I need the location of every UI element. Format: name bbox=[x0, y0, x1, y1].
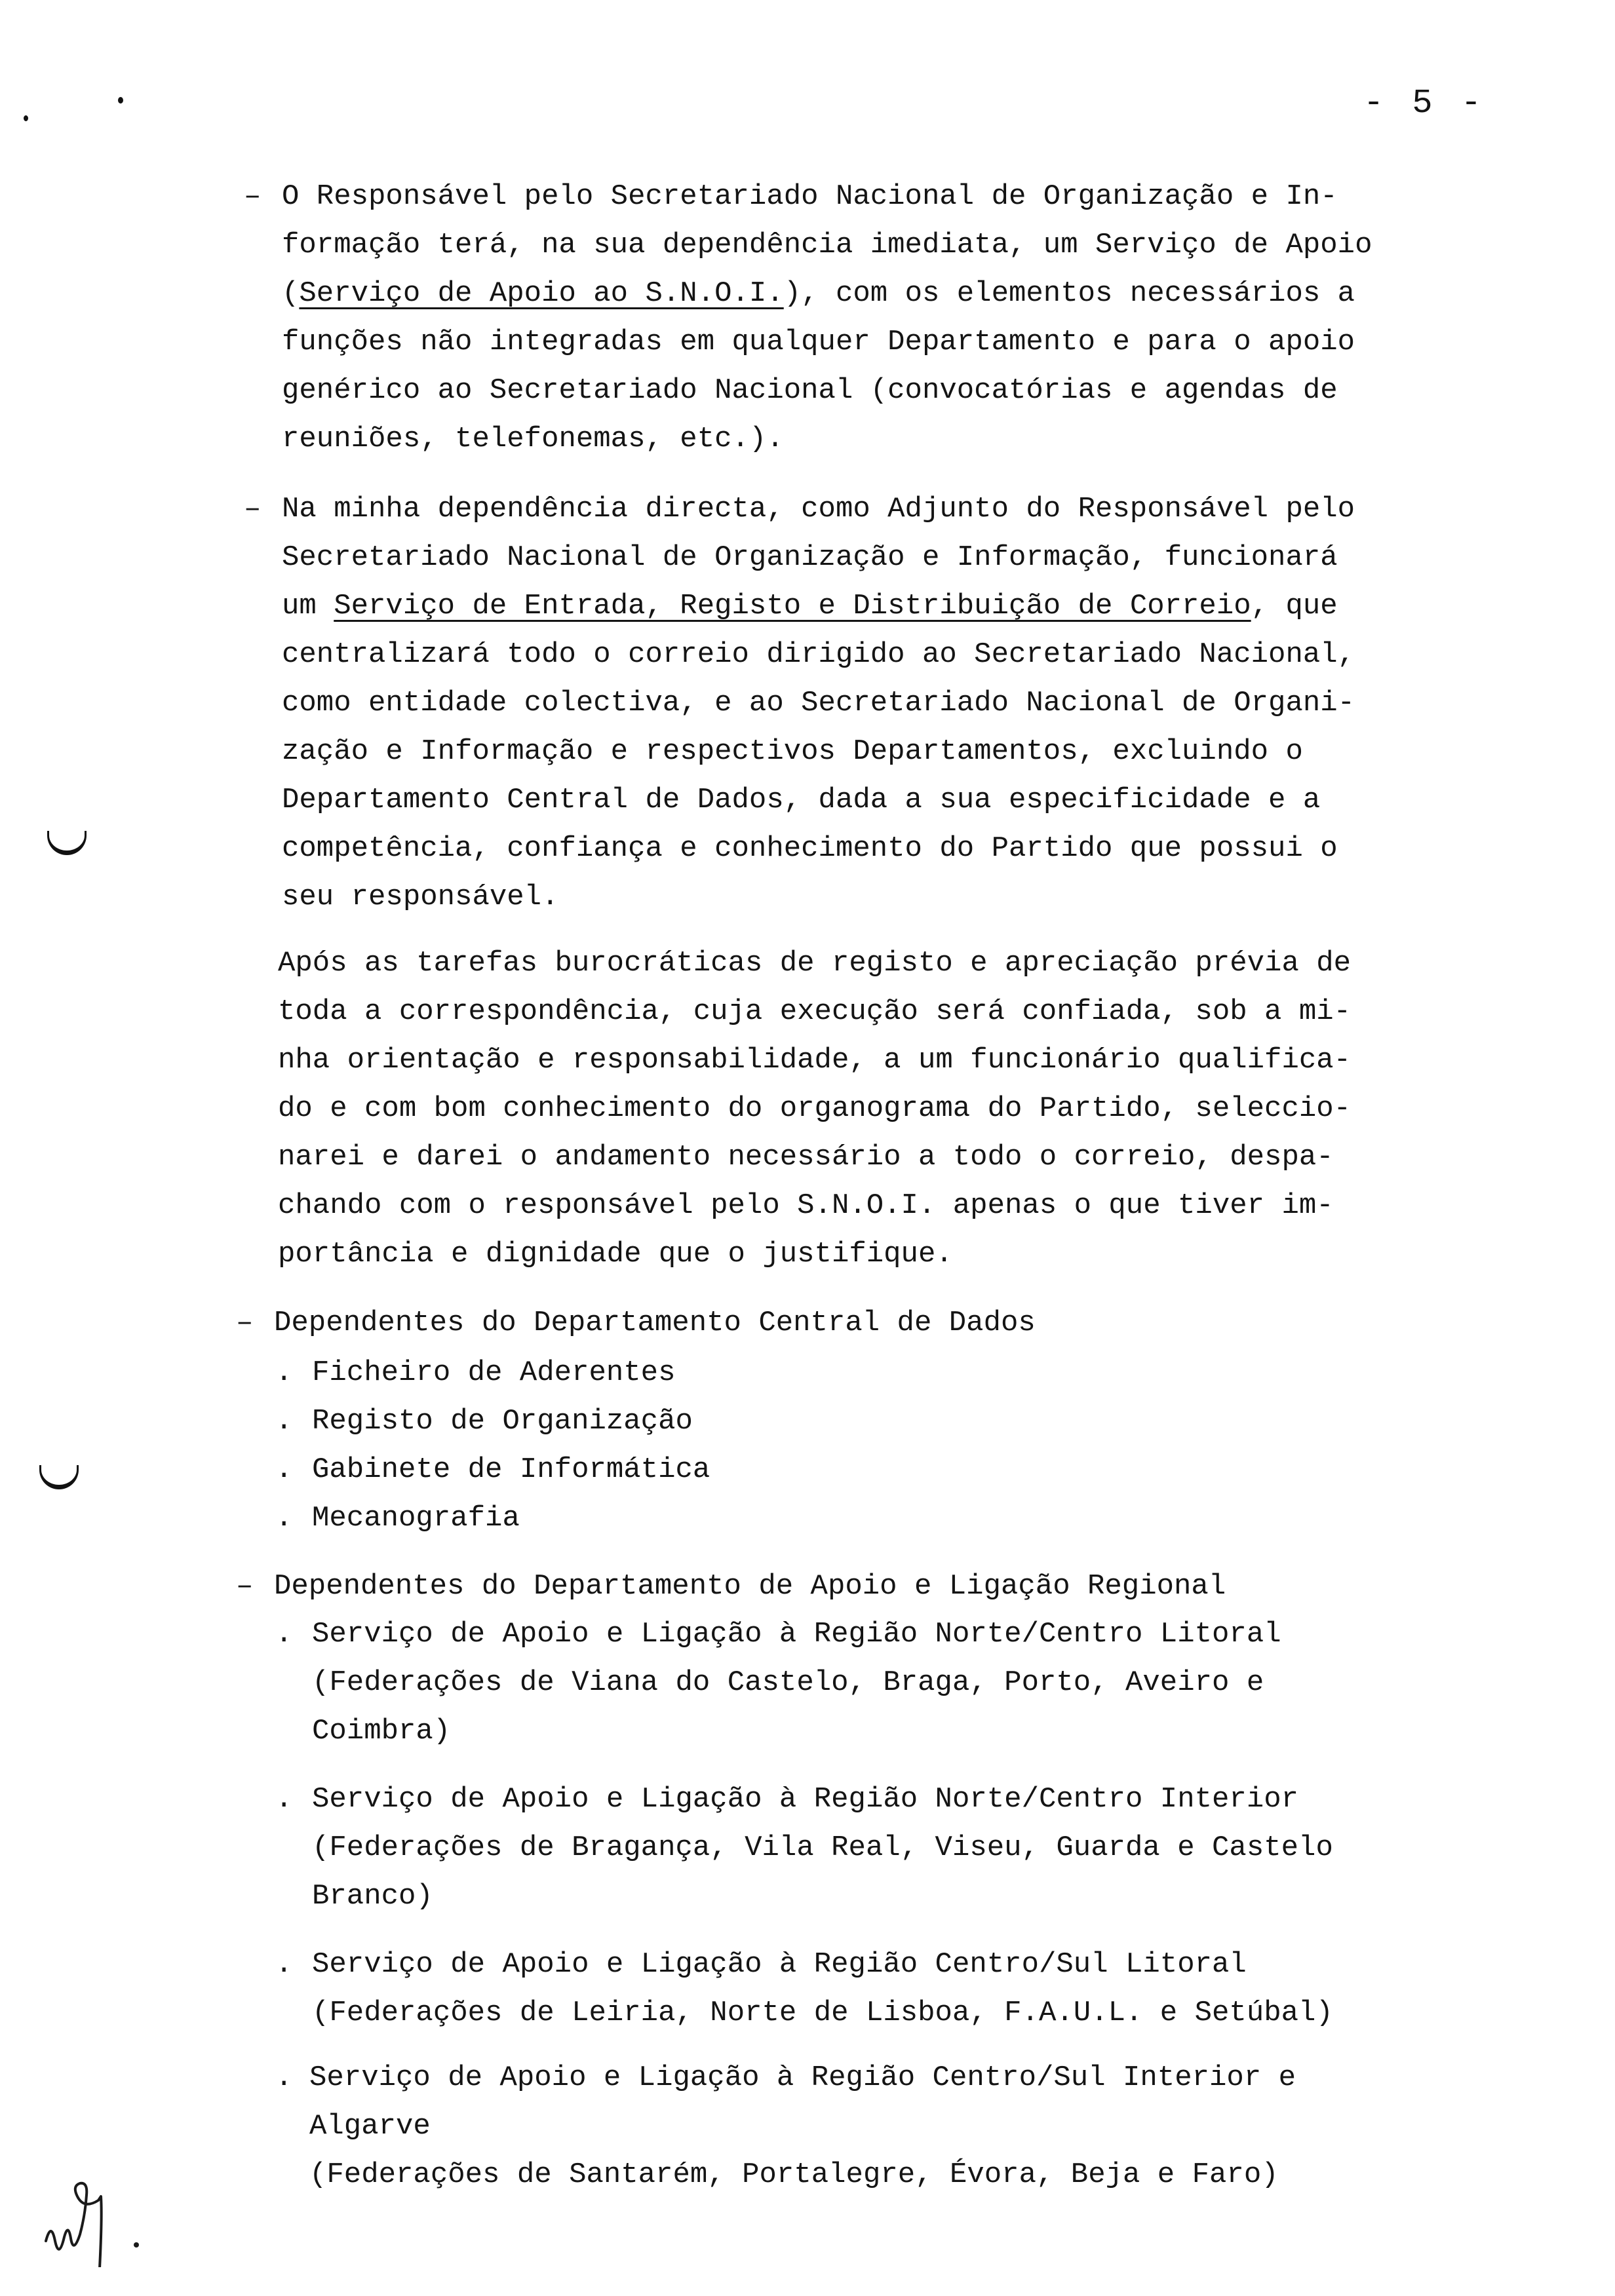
underlined-service-name: Serviço de Entrada, Registo e Distribuição de Correio bbox=[334, 590, 1251, 622]
list-item-region bbox=[312, 1775, 1333, 1921]
text-line: seu responsável. bbox=[282, 881, 559, 913]
text-line: do e com bom conhecimento do organograma do Partido, seleccio- bbox=[278, 1092, 1352, 1125]
section-heading: Dependentes do Departamento Central de Dados bbox=[274, 1307, 1036, 1339]
list-bullet: . bbox=[275, 1356, 293, 1389]
stray-mark bbox=[24, 115, 28, 121]
list-item bbox=[312, 1494, 520, 1542]
line-prefix: um bbox=[282, 590, 334, 622]
text-line: Serviço de Apoio e Ligação à Região Centro/Sul Interior e bbox=[309, 2061, 1296, 2094]
list-item-region bbox=[309, 2054, 1296, 2199]
text-line: Serviço de Apoio e Ligação à Região Norte/Centro Litoral bbox=[312, 1618, 1281, 1651]
section-heading: Dependentes do Departamento de Apoio e Ligação Regional bbox=[274, 1570, 1226, 1603]
punch-hole-mark bbox=[47, 831, 87, 855]
paragraph-mail-service bbox=[282, 485, 1355, 921]
list-bullet: . bbox=[275, 1948, 293, 1981]
list-bullet: . bbox=[275, 1618, 293, 1651]
text-line: competência, confiança e conhecimento do Partido que possui o bbox=[282, 832, 1338, 865]
list-bullet: . bbox=[275, 1405, 293, 1438]
text-line: funções não integradas em qualquer Departamento e para o apoio bbox=[282, 326, 1355, 358]
line-rest: , com os elementos necessários a bbox=[801, 277, 1355, 310]
list-item bbox=[312, 1445, 710, 1494]
list-item bbox=[312, 1349, 676, 1397]
text-line: Coimbra) bbox=[312, 1715, 451, 1748]
text-line: Serviço de Apoio e Ligação à Região Centro/Sul Litoral bbox=[312, 1948, 1247, 1981]
text-line: Serviço de Apoio e Ligação à Região Norte/Centro Interior bbox=[312, 1783, 1299, 1816]
text-line: Algarve bbox=[309, 2110, 431, 2143]
paren-open: ( bbox=[282, 277, 300, 310]
text-line: genérico ao Secretariado Nacional (convocatórias e agendas de bbox=[282, 374, 1338, 407]
text-line bbox=[282, 582, 1355, 630]
text-line: nha orientação e responsabilidade, a um funcionário qualifica- bbox=[278, 1044, 1352, 1077]
underlined-service-name: Serviço de Apoio ao S.N.O.I. bbox=[299, 277, 784, 310]
list-dash: – bbox=[244, 180, 262, 213]
list-item-text: Registo de Organização bbox=[312, 1405, 693, 1438]
punch-hole-mark bbox=[39, 1465, 79, 1489]
text-line: zação e Informação e respectivos Departamentos, excluindo o bbox=[282, 735, 1303, 768]
text-line: (Federações de Bragança, Vila Real, Viseu, Guarda e Castelo bbox=[312, 1831, 1333, 1864]
text-line: Após as tarefas burocráticas de registo e apreciação prévia de bbox=[278, 947, 1352, 980]
list-bullet: . bbox=[275, 2061, 293, 2094]
heading-central-data-department bbox=[274, 1299, 1036, 1347]
paragraph-secretariat-support bbox=[282, 172, 1372, 463]
paren-close: ) bbox=[783, 277, 802, 310]
list-bullet: . bbox=[275, 1453, 293, 1486]
list-item bbox=[312, 1397, 693, 1445]
page-number: - 5 - bbox=[1363, 84, 1486, 123]
line-rest: , que bbox=[1251, 590, 1338, 622]
text-line: centralizará todo o correio dirigido ao Secretariado Nacional, bbox=[282, 638, 1355, 671]
list-item-text: Gabinete de Informática bbox=[312, 1453, 710, 1486]
text-line: portância e dignidade que o justifique. bbox=[278, 1238, 953, 1271]
text-line: chando com o responsável pelo S.N.O.I. apenas o que tiver im- bbox=[278, 1189, 1334, 1222]
text-line: narei e darei o andamento necessário a todo o correio, despa- bbox=[278, 1141, 1334, 1174]
text-line: Branco) bbox=[312, 1880, 433, 1913]
handwritten-initials bbox=[39, 2162, 170, 2267]
heading-regional-department bbox=[274, 1562, 1226, 1611]
text-line: reuniões, telefonemas, etc.). bbox=[282, 423, 784, 455]
list-bullet: . bbox=[275, 1502, 293, 1535]
stray-mark bbox=[118, 97, 123, 104]
text-line: Na minha dependência directa, como Adjunto do Responsável pelo bbox=[282, 493, 1355, 526]
list-item-region bbox=[312, 1610, 1281, 1755]
list-item-text: Mecanografia bbox=[312, 1502, 520, 1535]
text-line: formação terá, na sua dependência imediata, um Serviço de Apoio bbox=[282, 229, 1372, 261]
text-line: (Federações de Leiria, Norte de Lisboa, F.A.U.L. e Setúbal) bbox=[312, 1997, 1333, 2029]
text-line: O Responsável pelo Secretariado Nacional de Organização e In- bbox=[282, 180, 1338, 213]
list-dash: – bbox=[236, 1307, 254, 1339]
paragraph-correspondence-handling bbox=[278, 939, 1351, 1278]
list-dash: – bbox=[244, 493, 262, 526]
list-item-region bbox=[312, 1940, 1333, 2037]
text-line: Departamento Central de Dados, dada a sua especificidade e a bbox=[282, 784, 1321, 816]
text-line: toda a correspondência, cuja execução será confiada, sob a mi- bbox=[278, 995, 1352, 1028]
text-line: como entidade colectiva, e ao Secretariado Nacional de Organi- bbox=[282, 687, 1355, 719]
text-line: Secretariado Nacional de Organização e Informação, funcionará bbox=[282, 541, 1338, 574]
text-line bbox=[282, 269, 1372, 318]
text-line: (Federações de Santarém, Portalegre, Évora, Beja e Faro) bbox=[309, 2158, 1279, 2191]
list-bullet: . bbox=[275, 1783, 293, 1816]
list-dash: – bbox=[236, 1570, 254, 1603]
list-item-text: Ficheiro de Aderentes bbox=[312, 1356, 676, 1389]
text-line: (Federações de Viana do Castelo, Braga, Porto, Aveiro e bbox=[312, 1666, 1264, 1699]
